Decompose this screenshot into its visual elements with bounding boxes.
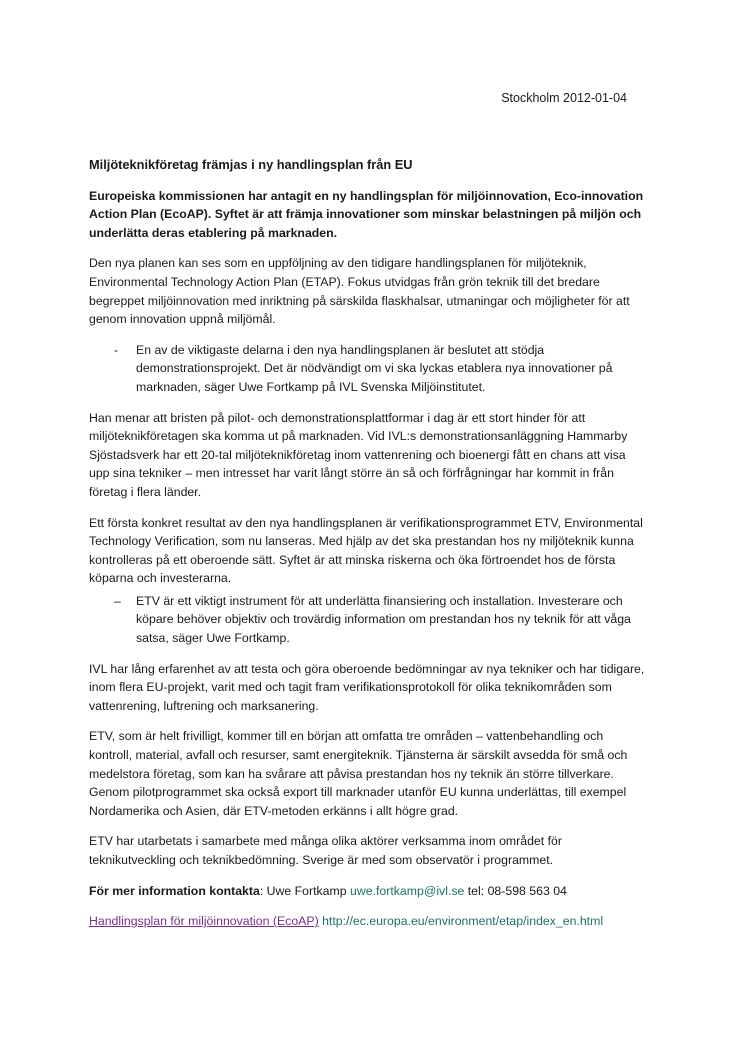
contact-label: För mer information kontakta xyxy=(89,883,260,898)
contact-colon: : xyxy=(259,883,267,898)
paragraph-6: ETV har utarbetats i samarbete med många olika aktörer verksamma inom området för teknikutveckling och teknikbedömning. Sverige är med som observatör i programmet. xyxy=(89,834,562,867)
quote-dash: - xyxy=(114,342,119,357)
paragraph-2: Han menar att bristen på pilot- och demonstrationsplattformar i dag är ett stort hinder för att miljöteknikföretagen ska komma ut på marknaden. Vid IVL:s demonstrationsanläggning Hammarby Sjöstadsverk har ett 20-tal miljöteknikföretag inom vattenrening och bioenergi fått en chans att visa upp sina tekniker – men intresset har varit långt större än så och förfrågningar har kommit in från företag i flera länder. xyxy=(89,410,628,499)
dateline: Stockholm 2012-01-04 xyxy=(501,91,627,105)
contact-email-link[interactable]: uwe.fortkamp@ivl.se xyxy=(350,883,465,898)
article-body xyxy=(89,156,649,943)
quote-2 xyxy=(89,592,649,648)
article-lead: Europeiska kommissionen har antagit en ny handlingsplan för miljöinnovation, Eco-innovation Action Plan (EcoAP). Syftet är att främja innovationer som minskar belastningen på miljön och underlätta deras etablering på marknaden. xyxy=(89,188,644,240)
quote-dash: – xyxy=(114,593,121,608)
contact-name: Uwe Fortkamp xyxy=(266,883,351,898)
quote-text: ETV är ett viktigt instrument för att underlätta finansiering och installation. Investerare och köpare behöver objektiv och trovärdig information om prestandan hos ny teknik för att våga satsa, säger Uwe Fortkamp. xyxy=(136,593,631,646)
links-line xyxy=(89,912,649,931)
article-title: Miljöteknikföretag främjas i ny handlingsplan från EU xyxy=(89,157,413,172)
plan-url-link[interactable]: http://ec.europa.eu/environment/etap/index_en.html xyxy=(322,914,604,929)
quote-text: En av de viktigaste delarna i den nya handlingsplanen är beslutet att stödja demonstrationsprojekt. Det är nödvändigt om vi ska lyckas etablera nya innovationer på marknaden, säger Uwe Fortkamp på IVL Svenska Miljöinstitutet. xyxy=(136,342,613,394)
quote-1 xyxy=(89,341,649,397)
paragraph-5: ETV, som är helt frivilligt, kommer till en början att omfatta tre områden – vattenbehandling och kontroll, material, avfall och resurser, samt energiteknik. Tjänsterna är särskilt avsedda för små och medelstora företag, som kan ha svårare att påvisa prestandan hos ny teknik än större tillverkare. Genom pilotprogrammet ska också export till marknader utanför EU kunna underlättas, till exempel Nordamerika och Asien, där ETV-metoden erkänns i allt högre grad. xyxy=(89,729,628,818)
contact-line xyxy=(89,882,649,901)
contact-phone: tel: 08-598 563 04 xyxy=(464,883,567,898)
paragraph-1: Den nya planen kan ses som en uppföljning av den tidigare handlingsplanen för miljöteknik, Environmental Technology Action Plan (ETAP). Fokus utvidgas från grön teknik till det bredare begreppet miljöinnovation med inriktning på särskilda flaskhalsar, utmaningar och möjligheter för att genom innovation uppnå miljömål. xyxy=(89,256,630,327)
plan-link[interactable]: Handlingsplan för miljöinnovation (EcoAP) xyxy=(89,914,319,929)
paragraph-4: IVL har lång erfarenhet av att testa och göra oberoende bedömningar av nya tekniker och har tidigare, inom flera EU-projekt, varit med och tagit fram verifikationsprotokoll för olika teknikområden som vattenrening, luftrening och marksanering. xyxy=(89,661,645,713)
paragraph-3: Ett första konkret resultat av den nya handlingsplanen är verifikationsprogrammet ETV, Environmental Technology Verification, som nu lanseras. Med hjälp av det ska prestandan hos ny miljöteknik kunna kontrolleras på ett oberoende sätt. Syftet är att minska riskerna och öka förtroendet hos de första köparna och investerarna. xyxy=(89,515,643,586)
